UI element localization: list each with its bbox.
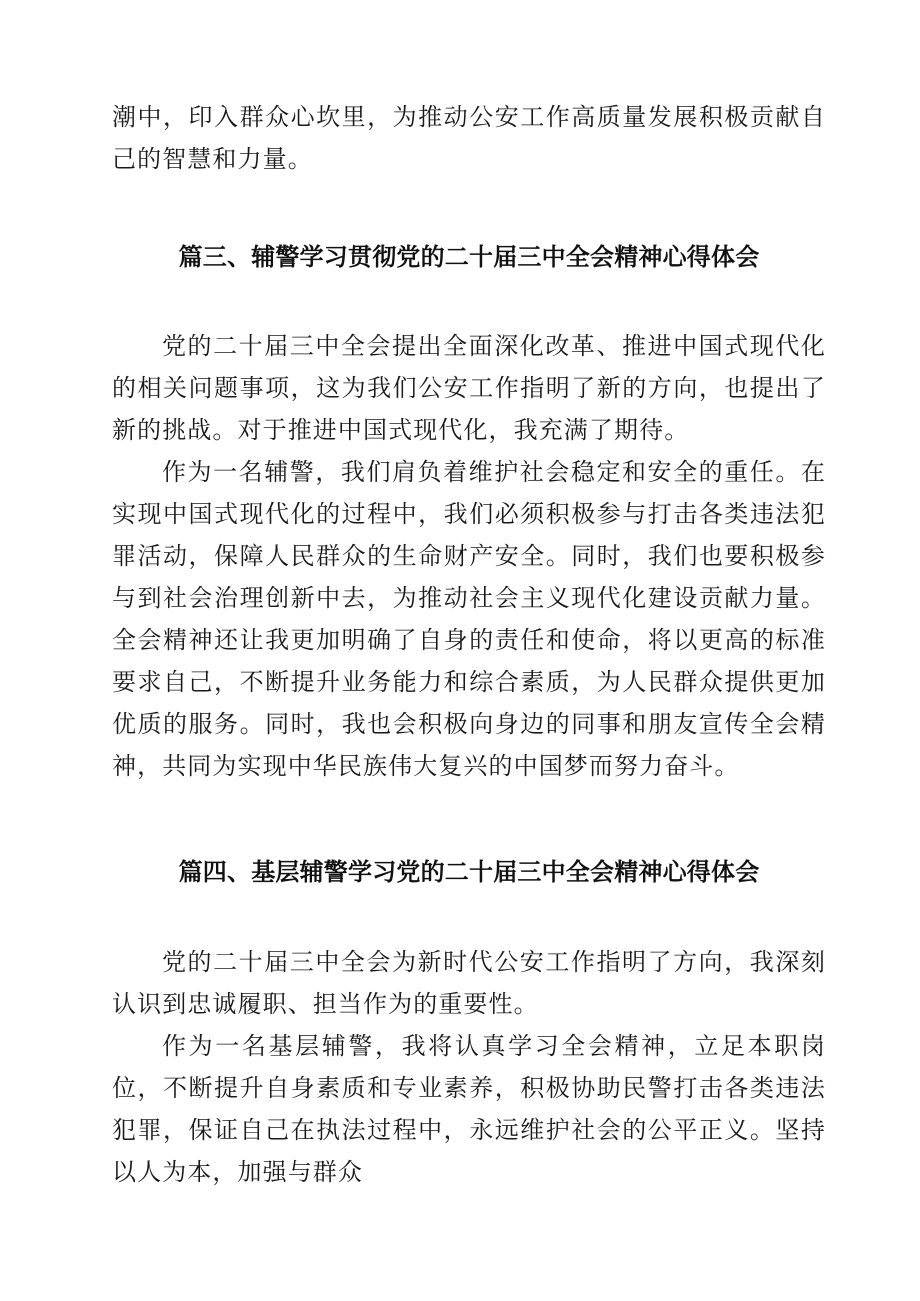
paragraph-part4-2: 作为一名基层辅警，我将认真学习全会精神，立足本职岗位，不断提升自身素质和专业素养，积极协助民警打击各类违法犯罪，保证自己在执法过程中，永远维护社会的公平正义。坚持以人为本，加强与群众 (112, 1032, 826, 1186)
paragraph-part4-1: 党的二十届三中全会为新时代公安工作指明了方向，我深刻认识到忠诚履职、担当作为的重要性。 (112, 948, 826, 1018)
paragraph-part3-2: 作为一名辅警，我们肩负着维护社会稳定和安全的重任。在实现中国式现代化的过程中，我们必须积极参与打击各类违法犯罪活动，保障人民群众的生命财产安全。同时，我们也要积极参与到社会治理创新中去，为推动社会主义现代化建设贡献力量。全会精神还让我更加明确了自身的责任和使命，将以更高的标准要求自己，不断提升业务能力和综合素质，为人民群众提供更加优质的服务。同时，我也会积极向身边的同事和朋友宣传全会精神，共同为实现中华民族伟大复兴的中国梦而努力奋斗。 (112, 458, 826, 780)
paragraph-part3-1: 党的二十届三中全会提出全面深化改革、推进中国式现代化的相关问题事项，这为我们公安工作指明了新的方向，也提出了新的挑战。对于推进中国式现代化，我充满了期待。 (112, 332, 826, 444)
section-heading-part4: 篇四、基层辅警学习党的二十届三中全会精神心得体会 (178, 858, 760, 886)
section-heading-part3: 篇三、辅警学习贯彻党的二十届三中全会精神心得体会 (178, 243, 760, 271)
paragraph-continuation: 潮中，印入群众心坎里，为推动公安工作高质量发展积极贡献自己的智慧和力量。 (112, 103, 826, 173)
